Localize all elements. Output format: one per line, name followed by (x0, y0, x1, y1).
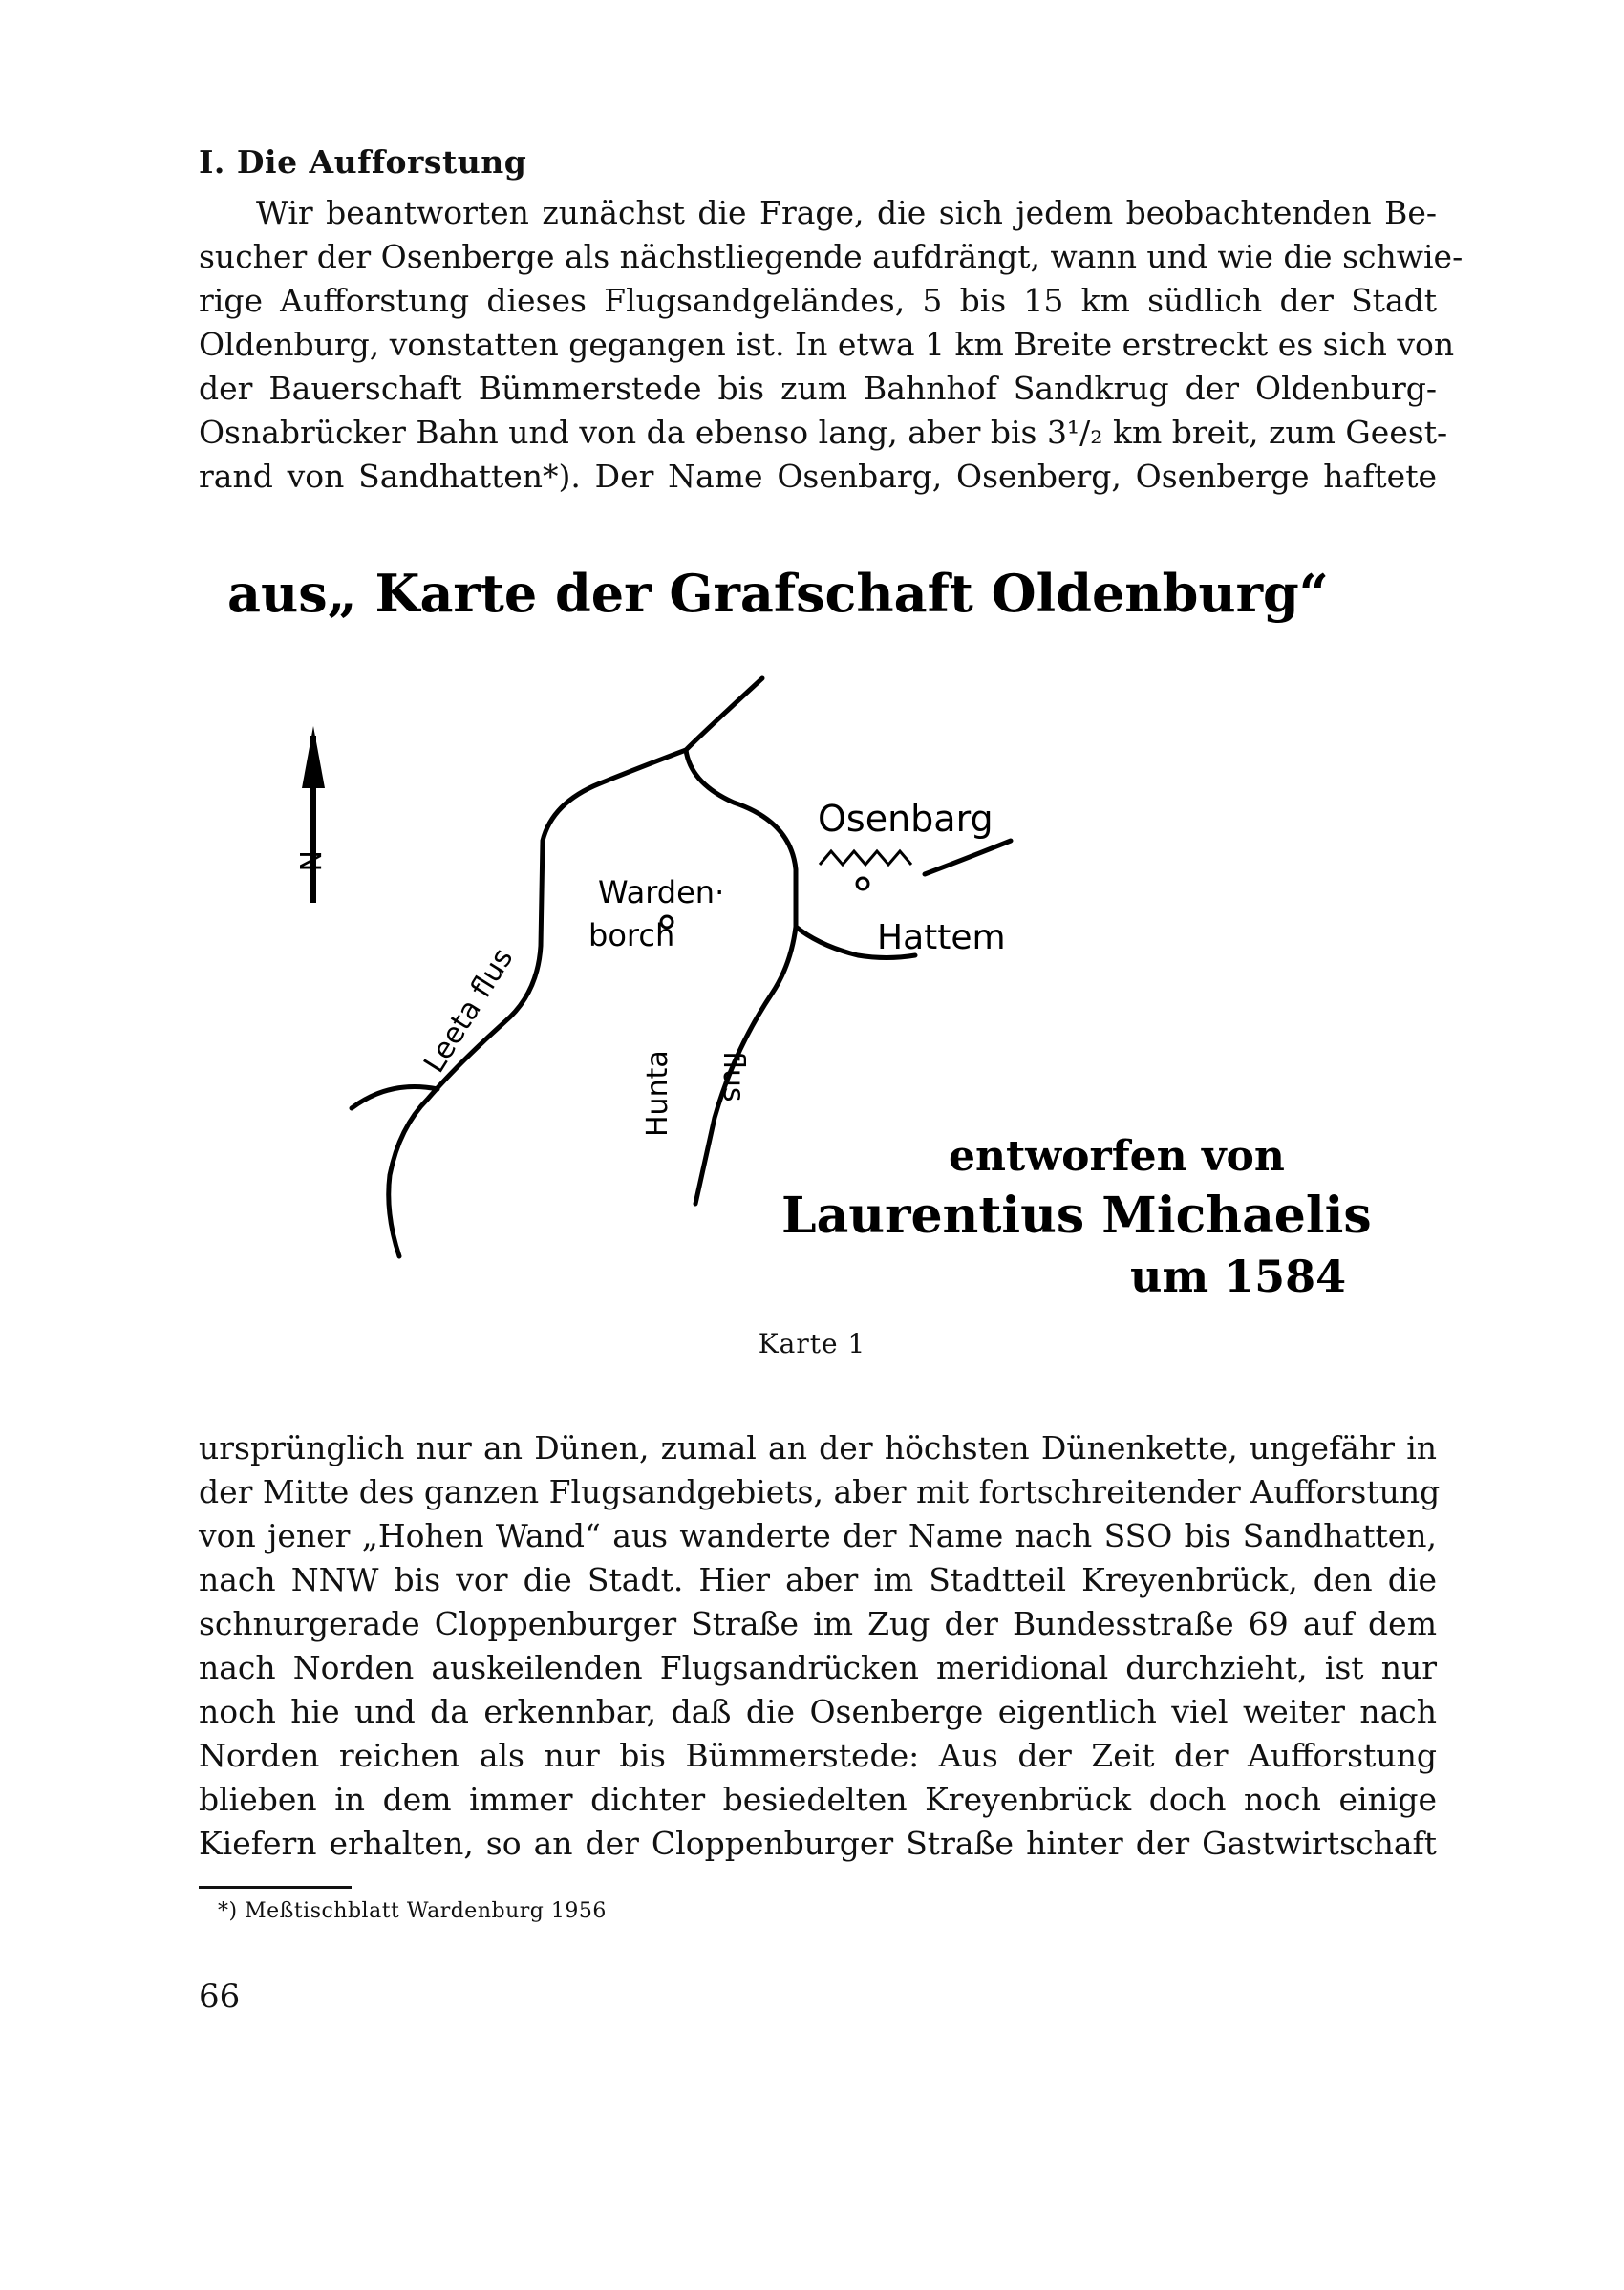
text-line: nach NNW bis vor die Stadt. Hier aber im Stadtteil Kreyenbrück, den die (199, 1561, 1437, 1598)
page-number: 66 (199, 1978, 241, 2016)
paragraph-2 (199, 1426, 1441, 1866)
river-hunta (686, 750, 796, 1204)
river-lines (352, 678, 1011, 1256)
text-line: Kiefern erhalten, so an der Cloppenburger Straße hinter der Gastwirtschaft (199, 1825, 1437, 1862)
text-line: sucher der Osenberge als nächstliegende aufdrängt, wann und wie die schwie- (199, 238, 1464, 275)
map-credit-line-2: Laurentius Michaelis (781, 1187, 1372, 1245)
north-arrow-icon (302, 726, 325, 903)
text-line: Osnabrücker Bahn und von da ebenso lang, aber bis 3¹/₂ km breit, zum Geest- (199, 414, 1448, 451)
text-line: rand von Sandhatten*). Der Name Osenbarg, Osenberg, Osenberge haftete (199, 458, 1437, 495)
text-line: der Bauerschaft Bümmerstede bis zum Bahnhof Sandkrug der Oldenburg- (199, 370, 1437, 407)
paragraph-1 (199, 191, 1464, 499)
label-hunta: Hunta (641, 1050, 674, 1137)
north-label: N (292, 850, 326, 872)
map-credit-line-3: um 1584 (1130, 1251, 1347, 1299)
footnote: *) Meßtischblatt Wardenburg 1956 (218, 1899, 607, 1923)
text-line: nach Norden auskeilenden Flugsandrücken meridional durchzieht, ist nur (199, 1649, 1437, 1686)
section-heading: I. Die Aufforstung (199, 143, 527, 181)
sketch-map (199, 545, 1437, 1299)
text-line: der Mitte des ganzen Flugsandgebiets, aber mit fortschreitender Aufforstung (199, 1473, 1441, 1510)
text-line: schnurgerade Cloppenburger Straße im Zug der Bundesstraße 69 auf dem (199, 1605, 1437, 1642)
label-leeta-flus: Leeta flus (417, 942, 521, 1080)
label-hattem: Hattem (877, 918, 1006, 957)
dune-marks (820, 851, 911, 865)
label-hunta-flus: flus (716, 1051, 750, 1102)
text-line: ursprünglich nur an Dünen, zumal an der höchsten Dünenkette, ungefähr in (199, 1429, 1437, 1466)
map-caption: Karte 1 (758, 1328, 866, 1359)
text-line: blieben in dem immer dichter besiedelten Kreyenbrück doch noch einige (199, 1781, 1437, 1818)
text-line: von jener „Hohen Wand“ aus wanderte der Name nach SSO bis Sandhatten, (199, 1517, 1437, 1554)
text-line: noch hie und da erkennbar, daß die Osenberge eigentlich viel weiter nach (199, 1693, 1437, 1730)
text-line: Norden reichen als nur bis Bümmerstede: Aus der Zeit der Aufforstung (199, 1737, 1437, 1774)
map-credit-line-1: entworfen von (949, 1132, 1285, 1181)
text-line: rige Aufforstung dieses Flugsandgeländes, 5 bis 15 km südlich der Stadt (199, 282, 1437, 319)
label-wardenborch-1: Warden· (598, 874, 725, 910)
label-osenbarg: Osenbarg (818, 798, 994, 840)
text-line: Oldenburg, vonstatten gegangen ist. In etwa 1 km Breite erstreckt es sich von (199, 326, 1455, 363)
map-title: aus„ Karte der Grafschaft Oldenburg“ (227, 563, 1329, 624)
settlement-osenbarg (857, 878, 868, 889)
river-osenbarg-branch (925, 841, 1011, 874)
text-line: Wir beantworten zunächst die Frage, die sich jedem beobachtenden Be- (256, 194, 1437, 231)
river-leeta (389, 678, 762, 1256)
label-wardenborch-2: borch (588, 917, 675, 953)
footnote-rule (199, 1886, 352, 1889)
